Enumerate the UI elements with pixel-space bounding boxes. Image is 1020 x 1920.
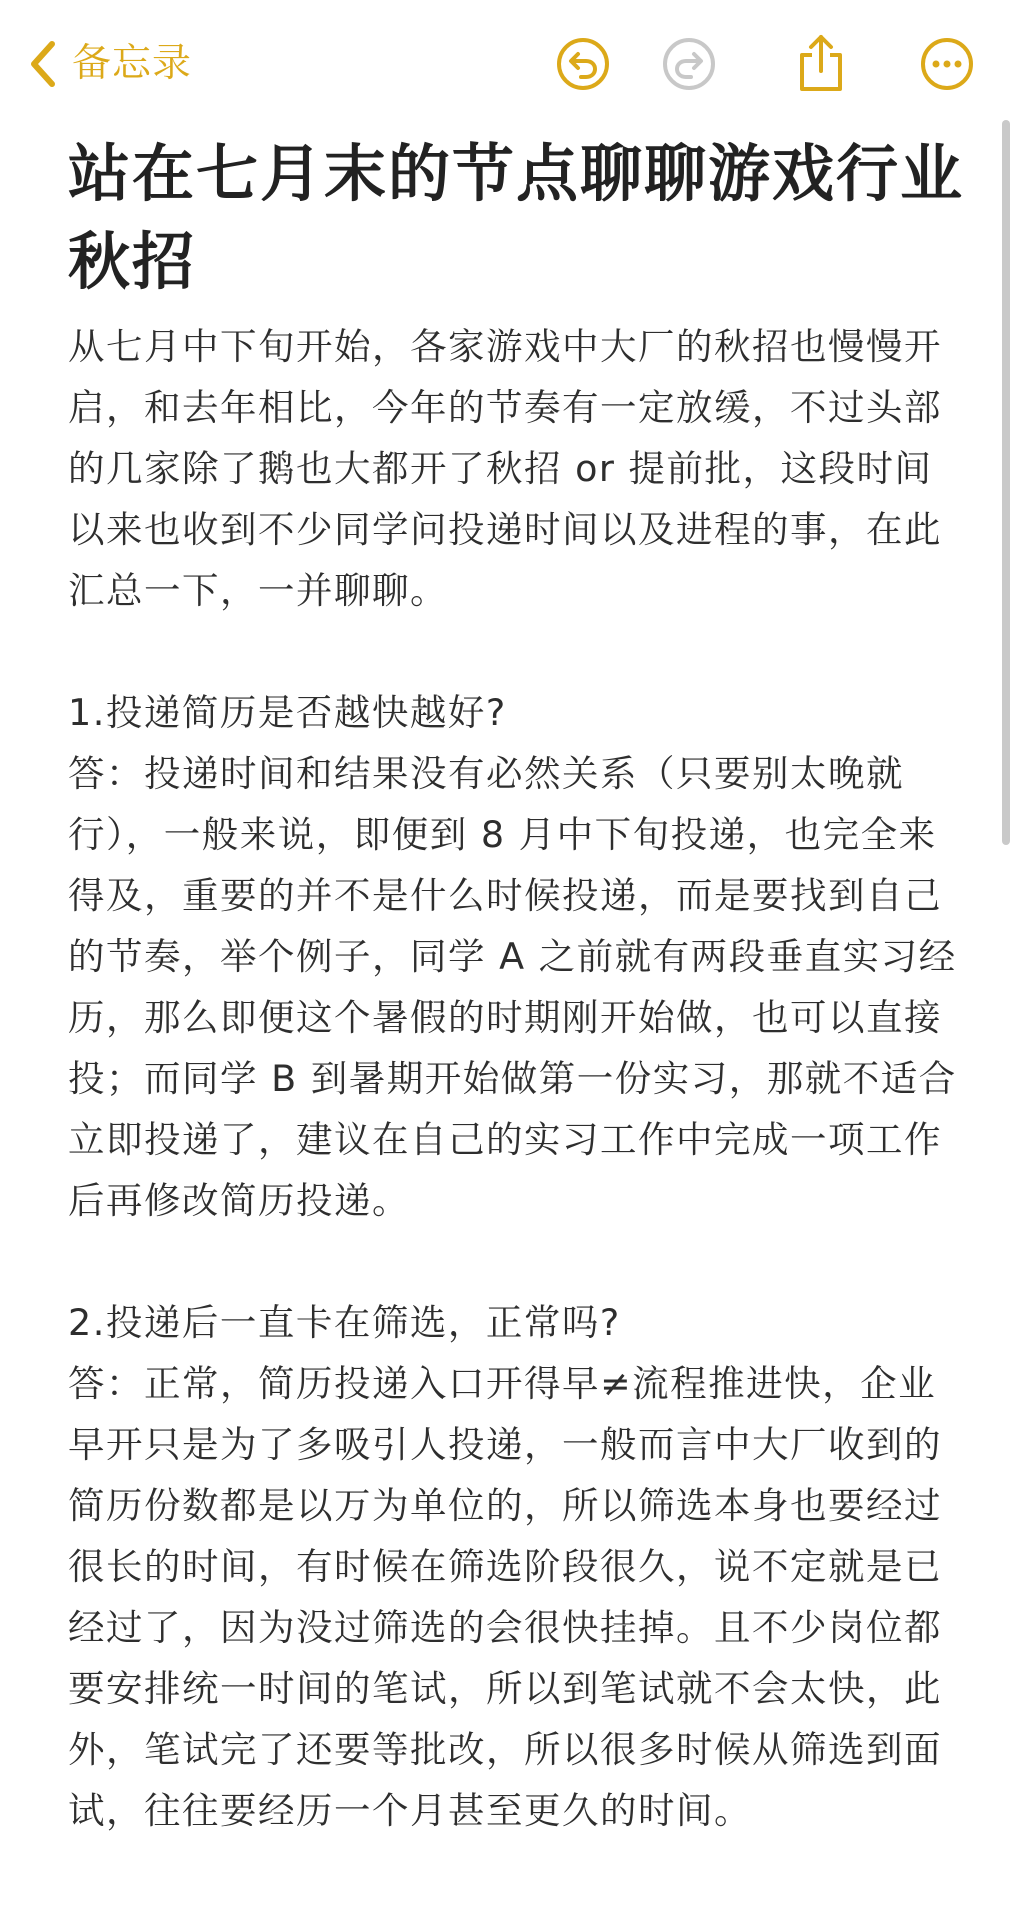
share-icon bbox=[794, 33, 848, 93]
navigation-bar bbox=[0, 0, 1020, 125]
redo-icon bbox=[662, 37, 716, 91]
more-button[interactable] bbox=[920, 37, 974, 91]
share-button[interactable] bbox=[794, 33, 848, 93]
note-title[interactable]: 站在七月末的节点聊聊游戏行业秋招 bbox=[68, 137, 965, 298]
note-editor[interactable] bbox=[68, 130, 968, 1841]
back-label: 备忘录 bbox=[72, 41, 193, 86]
back-button[interactable] bbox=[28, 38, 192, 90]
redo-button[interactable] bbox=[662, 37, 716, 91]
more-icon bbox=[920, 37, 974, 91]
scroll-indicator[interactable] bbox=[1002, 120, 1010, 845]
chevron-left-icon bbox=[28, 40, 56, 88]
undo-button[interactable] bbox=[556, 37, 610, 91]
note-body[interactable]: 从七月中下旬开始，各家游戏中大厂的秋招也慢慢开启，和去年相比，今年的节奏有一定放缓，不过头部的几家除了鹅也大都开了秋招 or 提前批，这段时间以来也收到不少同学问投递时间以及进程的事，在此汇总一下，一并聊聊。 1.投递简历是否越快越好? 答：投递时间和结果没有必然关系（只要别太晚就行），一般来说，即便到 8 月中下旬投递，也完全来得及，重要的并不是什么时候投递，而是要找到自己的节奏，举个例子，同学 A 之前就有两段垂直实习经历，那么即便这个暑假的时期刚开始做，也可以直接投；而同学 B 到暑期开始做第一份实习，那就不适合立即投递了，建议在自己的实习工作中完成一项工作后再修改简历投递。 2.投递后一直卡在筛选，正常吗? 答：正常，简历投递入口开得早≠流程推进快，企业早开只是为了多吸引人投递，一般而言中大厂收到的简历份数都是以万为单位的，所以筛选本身也要经过很长的时间，有时候在筛选阶段很久，说不定就是已经过了，因为没过筛选的会很快挂掉。且不少岗位都要安排统一时间的笔试，所以到笔试就不会太快，此外，笔试完了还要等批改，所以很多时候从筛选到面试，往往要经历一个月甚至更久的时间。 bbox=[68, 325, 957, 1832]
undo-icon bbox=[556, 37, 610, 91]
